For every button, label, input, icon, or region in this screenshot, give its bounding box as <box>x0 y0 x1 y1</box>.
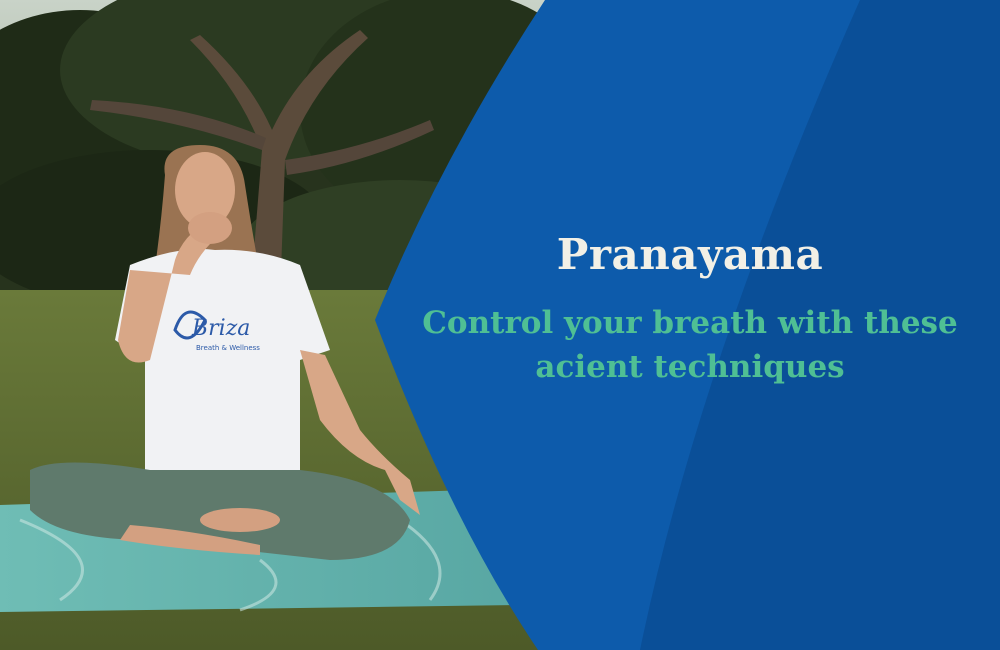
subtitle: Control your breath with these acient techniques <box>422 305 958 385</box>
svg-text:Briza: Briza <box>192 316 251 341</box>
svg-text:Breath & Wellness: Breath & Wellness <box>196 344 260 352</box>
page-title: Pranayama <box>556 230 824 279</box>
headline-block <box>400 230 980 389</box>
